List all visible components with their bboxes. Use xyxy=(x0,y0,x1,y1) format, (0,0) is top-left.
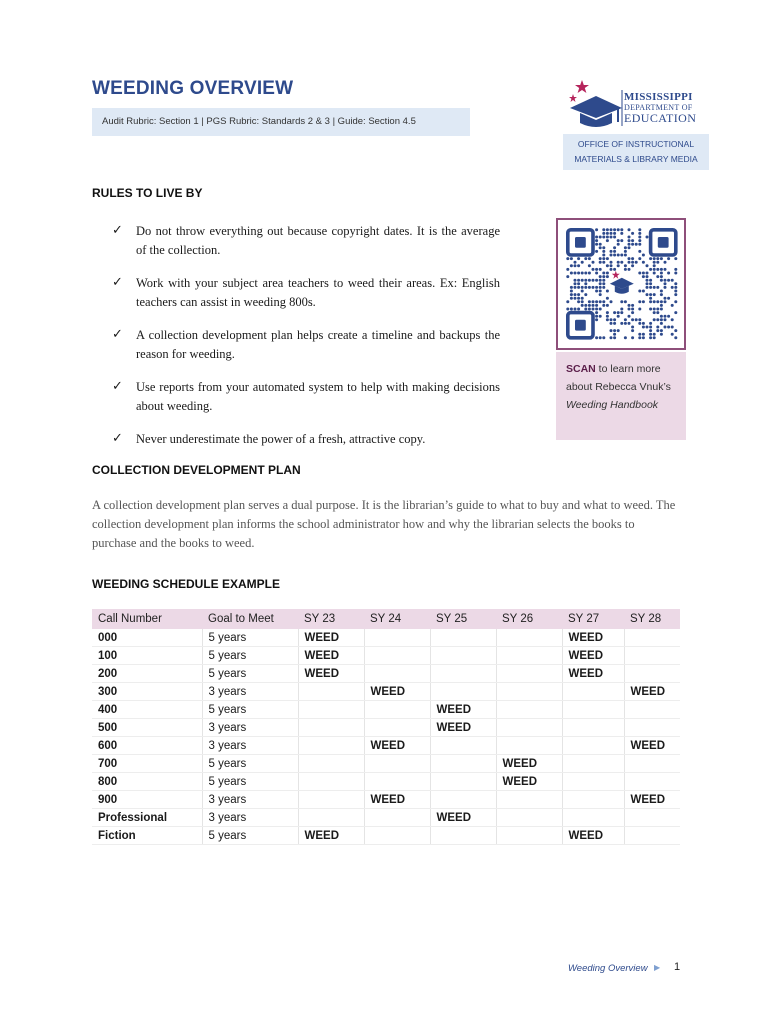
logo-line-2: DEPARTMENT OF xyxy=(624,102,693,112)
schedule-cell xyxy=(364,755,430,773)
goal-cell: 5 years xyxy=(202,647,298,665)
schedule-cell xyxy=(624,755,680,773)
schedule-cell xyxy=(624,647,680,665)
schedule-cell: WEED xyxy=(364,737,430,755)
schedule-cell xyxy=(364,701,430,719)
schedule-cell xyxy=(298,809,364,827)
schedule-cell: WEED xyxy=(562,827,624,845)
page-title: WEEDING OVERVIEW xyxy=(92,78,294,99)
mde-logo-text xyxy=(624,92,696,125)
rubric-banner: Audit Rubric: Section 1 | PGS Rubric: Standards 2 & 3 | Guide: Section 4.5 xyxy=(92,108,470,136)
call-number-cell: 500 xyxy=(92,719,202,737)
check-icon: ✓ xyxy=(112,326,123,341)
qr-finder-pattern xyxy=(568,313,593,338)
table-row xyxy=(92,827,680,845)
schedule-cell xyxy=(496,665,562,683)
schedule-cell xyxy=(624,719,680,737)
schedule-cell xyxy=(364,647,430,665)
schedule-cell: WEED xyxy=(496,773,562,791)
rule-text: Never underestimate the power of a fresh, attractive copy. xyxy=(136,432,426,446)
star-icon xyxy=(575,80,589,93)
column-header: Goal to Meet xyxy=(202,609,298,629)
qr-finder-pattern xyxy=(568,230,593,255)
schedule-cell xyxy=(624,809,680,827)
list-item xyxy=(112,222,500,260)
check-icon: ✓ xyxy=(112,378,123,393)
schedule-cell: WEED xyxy=(298,665,364,683)
call-number-cell: Professional xyxy=(92,809,202,827)
office-line-1: OFFICE OF INSTRUCTIONAL xyxy=(577,139,695,149)
rule-text: Work with your subject area teachers to weed their areas. Ex: English teachers can assist in weeding 800s. xyxy=(136,276,500,309)
call-number-cell: 600 xyxy=(92,737,202,755)
call-number-cell: 300 xyxy=(92,683,202,701)
table-row xyxy=(92,629,680,647)
column-header: SY 25 xyxy=(430,609,496,629)
schedule-cell: WEED xyxy=(298,827,364,845)
schedule-cell: WEED xyxy=(496,755,562,773)
schedule-cell: WEED xyxy=(430,701,496,719)
schedule-cell xyxy=(496,647,562,665)
schedule-cell xyxy=(298,791,364,809)
logo-line-3: EDUCATION xyxy=(624,110,697,125)
schedule-cell xyxy=(562,809,624,827)
schedule-cell xyxy=(562,773,624,791)
graduation-cap-icon xyxy=(610,271,634,294)
schedule-cell xyxy=(430,629,496,647)
schedule-cell xyxy=(364,773,430,791)
handbook-title: Weeding Handbook xyxy=(566,399,659,411)
column-header: Call Number xyxy=(92,609,202,629)
column-header: SY 26 xyxy=(496,609,562,629)
qr-finder-pattern xyxy=(651,230,676,255)
schedule-cell xyxy=(624,701,680,719)
table-row xyxy=(92,809,680,827)
table-header-row xyxy=(92,609,680,629)
triangle-right-icon: ▶ xyxy=(654,963,661,972)
table-row xyxy=(92,665,680,683)
table-body xyxy=(92,629,680,845)
table-row xyxy=(92,701,680,719)
footer-label: Weeding Overview xyxy=(568,963,648,974)
weeding-schedule-table xyxy=(92,609,680,845)
schedule-cell: WEED xyxy=(298,629,364,647)
schedule-cell xyxy=(562,719,624,737)
schedule-cell xyxy=(496,629,562,647)
call-number-cell: 200 xyxy=(92,665,202,683)
rule-text: Use reports from your automated system to help with making decisions about weeding. xyxy=(136,380,500,413)
schedule-cell xyxy=(430,647,496,665)
call-number-cell: 900 xyxy=(92,791,202,809)
schedule-cell: WEED xyxy=(624,791,680,809)
call-number-cell: 400 xyxy=(92,701,202,719)
schedule-cell xyxy=(562,791,624,809)
call-number-cell: 100 xyxy=(92,647,202,665)
goal-cell: 3 years xyxy=(202,683,298,701)
goal-cell: 5 years xyxy=(202,665,298,683)
schedule-cell xyxy=(562,683,624,701)
rule-text: A collection development plan helps create a timeline and backups the reason for weeding. xyxy=(136,328,500,361)
rule-text: Do not throw everything out because copyright dates. It is the average of the collection. xyxy=(136,224,500,257)
rules-list xyxy=(112,222,500,463)
goal-cell: 5 years xyxy=(202,701,298,719)
schedule-cell: WEED xyxy=(430,719,496,737)
goal-cell: 5 years xyxy=(202,773,298,791)
goal-cell: 3 years xyxy=(202,791,298,809)
schedule-cell: WEED xyxy=(562,665,624,683)
schedule-cell: WEED xyxy=(562,647,624,665)
schedule-cell xyxy=(364,809,430,827)
schedule-cell: WEED xyxy=(624,683,680,701)
schedule-heading: WEEDING SCHEDULE EXAMPLE xyxy=(92,577,281,591)
schedule-cell xyxy=(496,683,562,701)
call-number-cell: 800 xyxy=(92,773,202,791)
schedule-cell xyxy=(430,791,496,809)
schedule-cell xyxy=(364,665,430,683)
goal-cell: 5 years xyxy=(202,629,298,647)
goal-cell: 5 years xyxy=(202,827,298,845)
plan-heading: COLLECTION DEVELOPMENT PLAN xyxy=(92,463,301,477)
qr-code-frame[interactable] xyxy=(556,218,686,350)
schedule-cell xyxy=(496,827,562,845)
schedule-cell xyxy=(298,683,364,701)
schedule-cell: WEED xyxy=(298,647,364,665)
schedule-cell xyxy=(562,755,624,773)
schedule-cell xyxy=(298,755,364,773)
rules-heading: RULES TO LIVE BY xyxy=(92,186,203,200)
page-number: 1 xyxy=(674,961,681,973)
schedule-cell: WEED xyxy=(624,737,680,755)
call-number-cell: 700 xyxy=(92,755,202,773)
column-header: SY 23 xyxy=(298,609,364,629)
schedule-cell xyxy=(364,719,430,737)
schedule-cell xyxy=(496,719,562,737)
schedule-cell xyxy=(364,629,430,647)
schedule-cell xyxy=(430,683,496,701)
schedule-cell xyxy=(298,737,364,755)
schedule-cell xyxy=(430,665,496,683)
scan-text: to learn more about Rebecca Vnuk’s xyxy=(566,363,671,393)
graduation-cap-icon xyxy=(570,96,622,127)
office-banner xyxy=(563,134,709,170)
list-item xyxy=(112,326,500,364)
list-item xyxy=(112,378,500,416)
goal-cell: 3 years xyxy=(202,809,298,827)
table-row xyxy=(92,773,680,791)
table-row xyxy=(92,791,680,809)
table-row xyxy=(92,683,680,701)
column-header: SY 24 xyxy=(364,609,430,629)
table-row xyxy=(92,755,680,773)
check-icon: ✓ xyxy=(112,274,123,289)
goal-cell: 3 years xyxy=(202,719,298,737)
logo-line-1: MISSISSIPPI xyxy=(624,91,693,103)
schedule-cell xyxy=(298,773,364,791)
schedule-cell xyxy=(624,629,680,647)
scan-label: SCAN xyxy=(566,363,596,375)
star-icon xyxy=(569,94,577,102)
schedule-cell xyxy=(298,719,364,737)
table-row xyxy=(92,647,680,665)
schedule-cell xyxy=(496,809,562,827)
plan-paragraph: A collection development plan serves a dual purpose. It is the librarian’s guide to what to buy and what to weed. The collection development plan informs the school administrator how and why the librarian selects the books to purchase and the books to weed. xyxy=(92,498,676,550)
schedule-cell xyxy=(562,701,624,719)
schedule-cell xyxy=(624,773,680,791)
table-row xyxy=(92,719,680,737)
check-icon: ✓ xyxy=(112,430,123,445)
schedule-cell xyxy=(624,827,680,845)
schedule-cell xyxy=(430,773,496,791)
schedule-cell xyxy=(496,737,562,755)
schedule-cell xyxy=(364,827,430,845)
schedule-cell xyxy=(298,701,364,719)
schedule-cell xyxy=(496,701,562,719)
schedule-cell xyxy=(496,791,562,809)
call-number-cell: Fiction xyxy=(92,827,202,845)
schedule-cell xyxy=(562,737,624,755)
qr-code[interactable] xyxy=(558,220,684,348)
schedule-cell: WEED xyxy=(364,791,430,809)
call-number-cell: 000 xyxy=(92,629,202,647)
scan-caption xyxy=(556,352,686,440)
schedule-cell xyxy=(430,737,496,755)
goal-cell: 3 years xyxy=(202,737,298,755)
column-header: SY 28 xyxy=(624,609,680,629)
office-line-2: MATERIALS & LIBRARY MEDIA xyxy=(574,154,698,164)
schedule-cell: WEED xyxy=(562,629,624,647)
list-item xyxy=(112,430,500,449)
schedule-cell: WEED xyxy=(430,809,496,827)
check-icon: ✓ xyxy=(112,222,123,237)
schedule-cell: WEED xyxy=(364,683,430,701)
column-header: SY 27 xyxy=(562,609,624,629)
schedule-cell xyxy=(624,665,680,683)
list-item xyxy=(112,274,500,312)
goal-cell: 5 years xyxy=(202,755,298,773)
schedule-cell xyxy=(430,755,496,773)
table-row xyxy=(92,737,680,755)
schedule-cell xyxy=(430,827,496,845)
